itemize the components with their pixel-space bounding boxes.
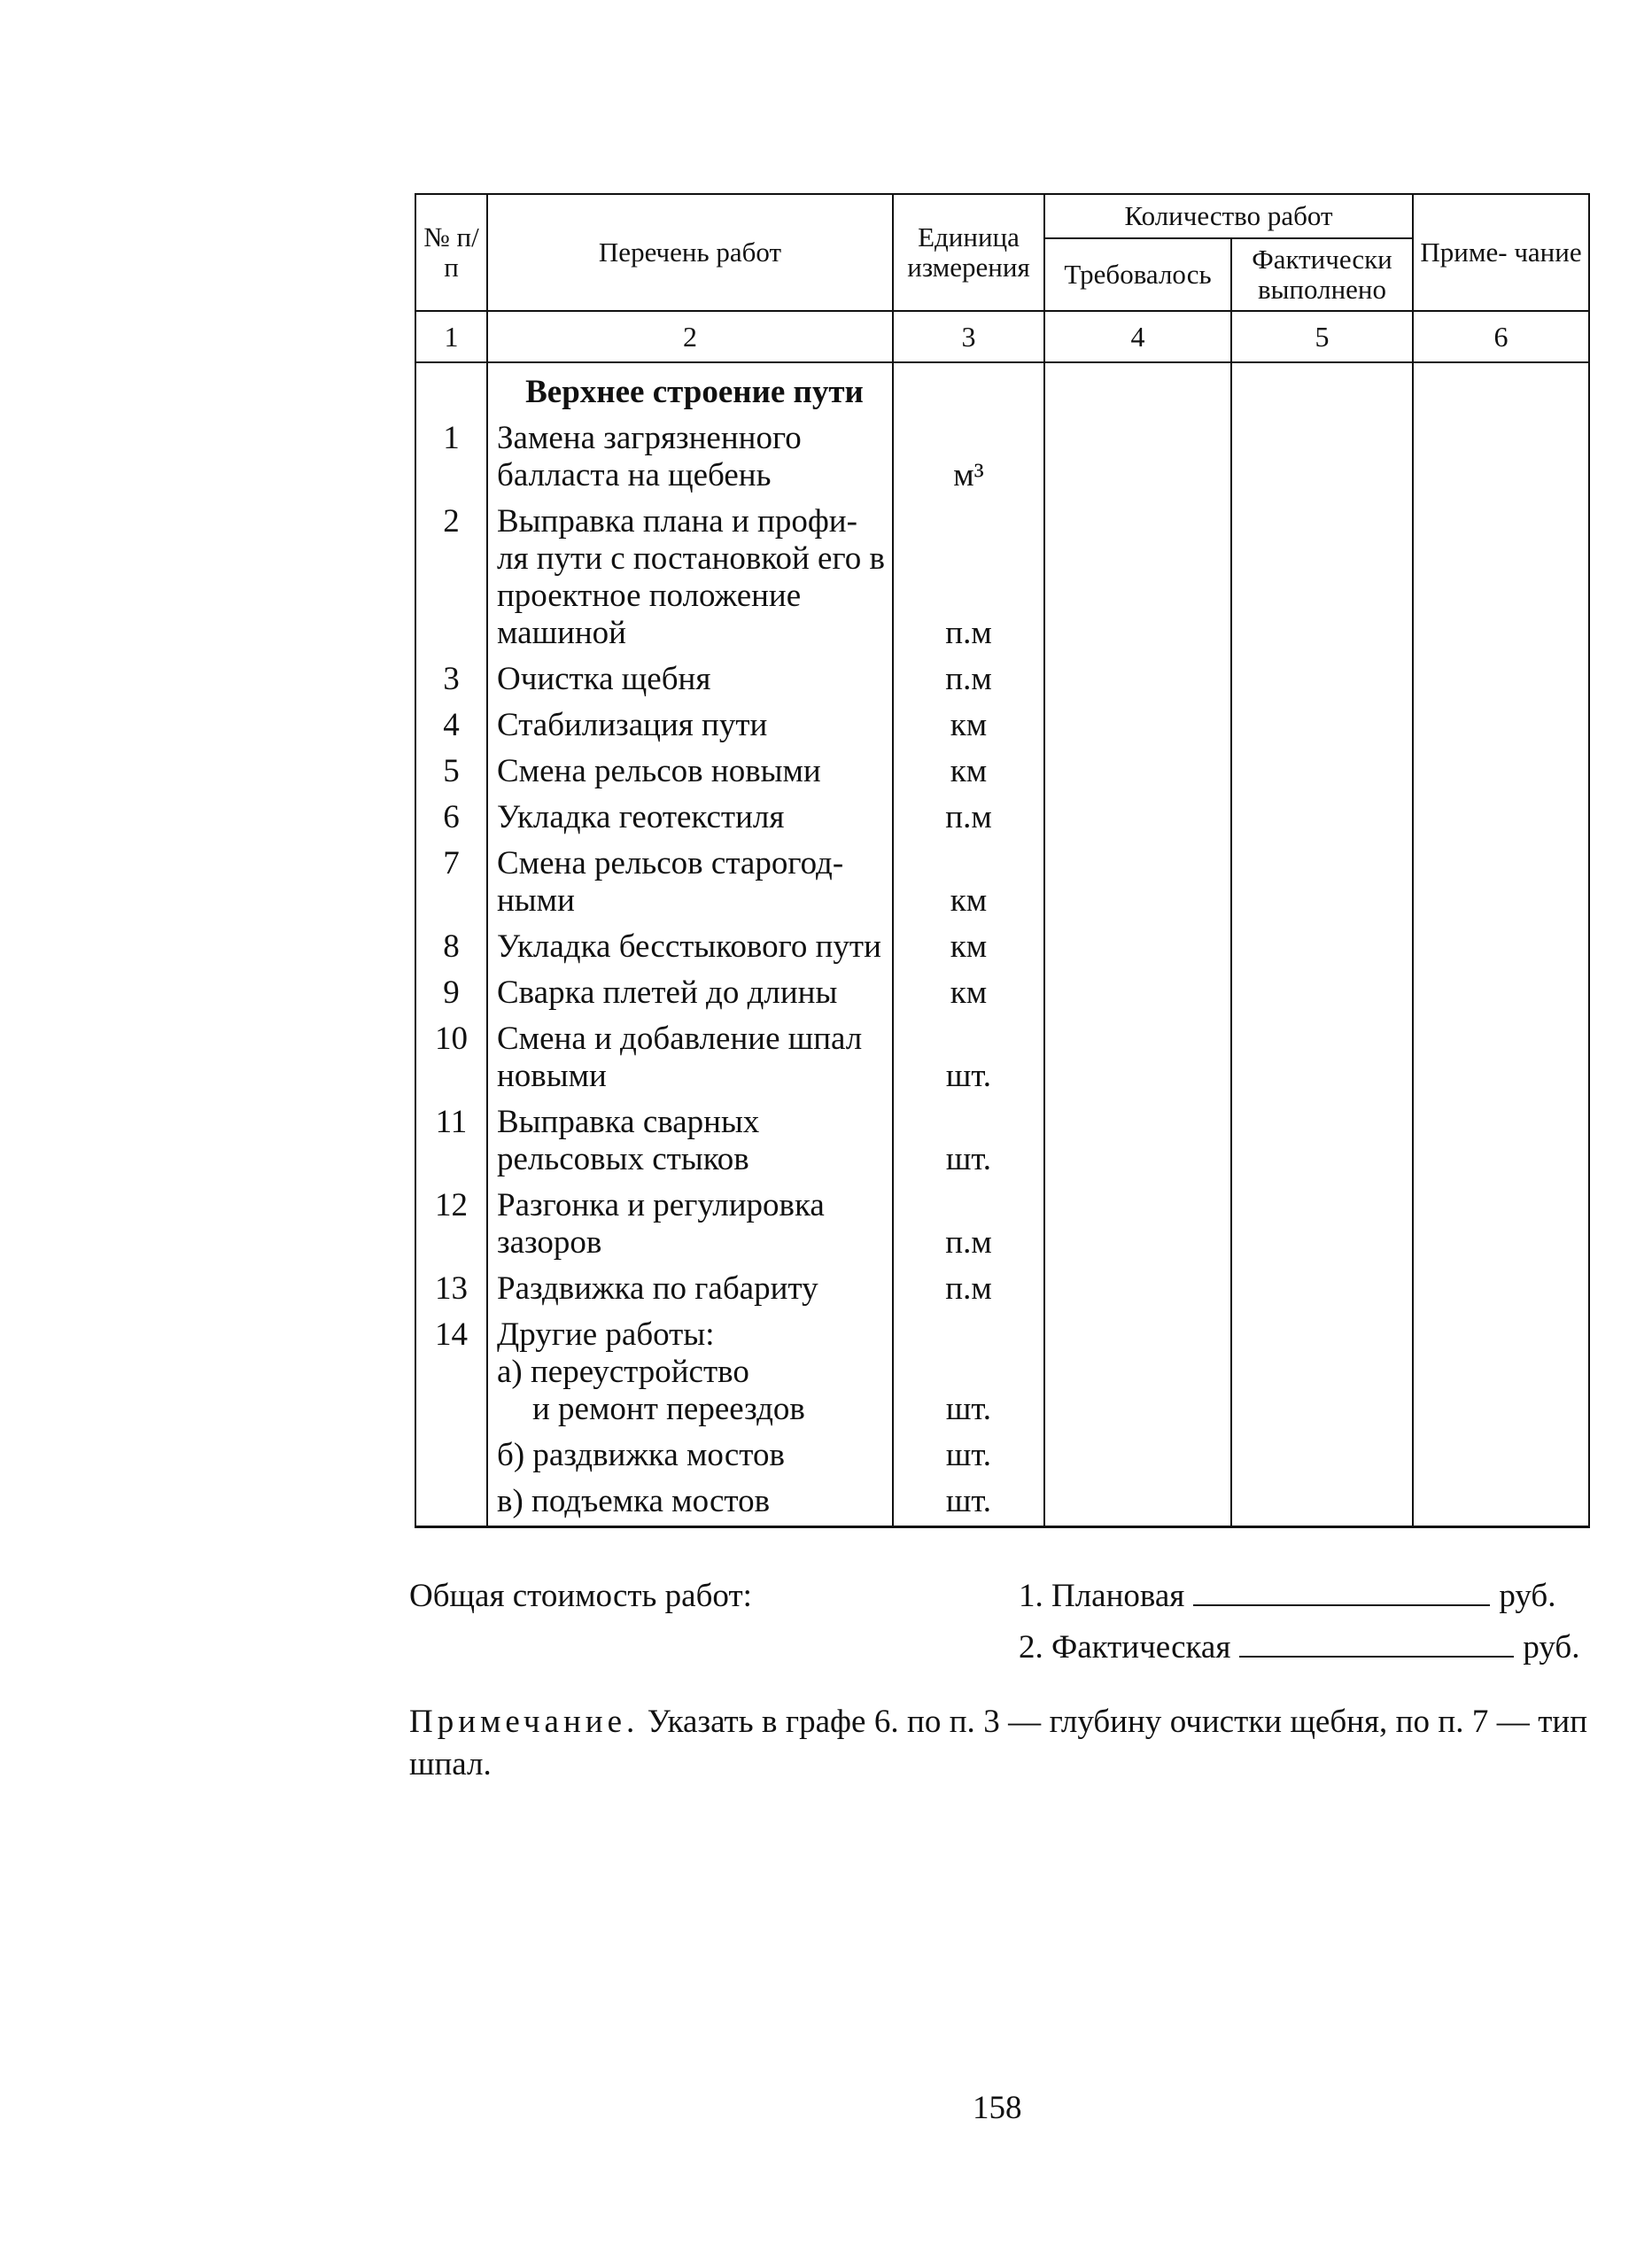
table-row	[415, 1267, 1589, 1313]
row-num: 2	[415, 500, 487, 657]
col-number-5: 5	[1231, 311, 1413, 362]
actual-label: 2. Фактическая	[1019, 1629, 1231, 1666]
actual-cost-line	[1019, 1628, 1579, 1667]
row-unit: п.м	[893, 1267, 1044, 1313]
table-row	[415, 1184, 1589, 1267]
row-work: Смена и добавление шпал новыми	[487, 1017, 893, 1100]
section-title: Верхнее строение пути	[487, 370, 893, 416]
row-work: Укладка бесстыкового пути	[487, 925, 893, 971]
actual-blank	[1239, 1656, 1514, 1658]
row-work: Сварка плетей до длины	[487, 971, 893, 1017]
table-row	[415, 500, 1589, 657]
row-unit: шт.	[893, 1100, 1044, 1184]
planned-currency: руб.	[1499, 1578, 1556, 1614]
note-label: Примечание.	[409, 1704, 640, 1740]
row-num: 8	[415, 925, 487, 971]
row-work-title: Другие работы:	[497, 1316, 715, 1353]
header-num: № п/п	[415, 194, 487, 311]
row-work: Укладка геотекстиля	[487, 796, 893, 842]
row-num: 4	[415, 703, 487, 749]
header-note: Приме- чание	[1413, 194, 1589, 311]
row-work: Смена рельсов новыми	[487, 749, 893, 796]
table-row	[415, 703, 1589, 749]
table-row	[415, 842, 1589, 925]
planned-cost-line	[1019, 1577, 1555, 1616]
total-cost-label: Общая стоимость работ:	[409, 1578, 752, 1614]
row-work: Стабилизация пути	[487, 703, 893, 749]
planned-label: 1. Плановая	[1019, 1578, 1185, 1614]
header-qty: Количество работ	[1044, 194, 1413, 238]
row-unit: шт.	[893, 1479, 1044, 1527]
row-unit: п.м	[893, 500, 1044, 657]
table-row	[415, 657, 1589, 703]
row-unit: м³	[893, 416, 1044, 500]
row-work: Выправка плана и профи- ля пути с постановкой его в проектное положение машиной	[487, 500, 893, 657]
table-row	[415, 925, 1589, 971]
row-unit: км	[893, 749, 1044, 796]
row-num: 7	[415, 842, 487, 925]
row-unit: шт.	[893, 1433, 1044, 1479]
table-row	[415, 1313, 1589, 1433]
row-num: 6	[415, 796, 487, 842]
row-unit: км	[893, 703, 1044, 749]
row-num: 12	[415, 1184, 487, 1267]
subrow-label: в) подъемка мостов	[487, 1479, 893, 1527]
row-work: Очистка щебня	[487, 657, 893, 703]
row-unit: км	[893, 971, 1044, 1017]
row-unit: п.м	[893, 796, 1044, 842]
row-unit: п.м	[893, 657, 1044, 703]
row-num: 9	[415, 971, 487, 1017]
row-unit: шт.	[893, 1313, 1044, 1433]
table-row	[415, 749, 1589, 796]
row-num: 1	[415, 416, 487, 500]
table-row	[415, 1433, 1589, 1479]
row-num: 10	[415, 1017, 487, 1100]
row-work: Раздвижка по габариту	[487, 1267, 893, 1313]
note-paragraph	[409, 1701, 1587, 1786]
col-number-3: 3	[893, 311, 1044, 362]
row-num: 3	[415, 657, 487, 703]
table-row	[415, 796, 1589, 842]
page-number: 158	[973, 2090, 1022, 2126]
row-unit: км	[893, 925, 1044, 971]
col-number-4: 4	[1044, 311, 1231, 362]
row-work	[487, 1313, 893, 1433]
subrow-label-cont: и ремонт переездов	[532, 1391, 805, 1427]
col-number-2: 2	[487, 311, 893, 362]
row-work: Разгонка и регулировка зазоров	[487, 1184, 893, 1267]
row-unit: шт.	[893, 1017, 1044, 1100]
row-unit: п.м	[893, 1184, 1044, 1267]
planned-blank	[1193, 1604, 1490, 1606]
row-num: 11	[415, 1100, 487, 1184]
col-number-1: 1	[415, 311, 487, 362]
table-row	[415, 416, 1589, 500]
table-row	[415, 1479, 1589, 1527]
row-unit: км	[893, 842, 1044, 925]
row-work: Выправка сварных рельсовых стыков	[487, 1100, 893, 1184]
note-text: Указать в графе 6. по п. 3 — глубину очистки щебня, по п. 7 — тип шпал.	[409, 1704, 1587, 1782]
table-row	[415, 1100, 1589, 1184]
row-work: Замена загрязненного балласта на щебень	[487, 416, 893, 500]
works-table	[415, 193, 1590, 1528]
table-row	[415, 971, 1589, 1017]
header-actual: Фактически выполнено	[1231, 238, 1413, 311]
table-row	[415, 1017, 1589, 1100]
header-work: Перечень работ	[487, 194, 893, 311]
header-unit: Единица измерения	[893, 194, 1044, 311]
row-work: Смена рельсов старогод- ными	[487, 842, 893, 925]
row-num: 14	[415, 1313, 487, 1433]
actual-currency: руб.	[1523, 1629, 1580, 1666]
subrow-label: б) раздвижка мостов	[487, 1433, 893, 1479]
header-required: Требовалось	[1044, 238, 1231, 311]
col-number-6: 6	[1413, 311, 1589, 362]
row-num: 5	[415, 749, 487, 796]
row-num: 13	[415, 1267, 487, 1313]
subrow-label: а) переустройство	[497, 1354, 749, 1390]
